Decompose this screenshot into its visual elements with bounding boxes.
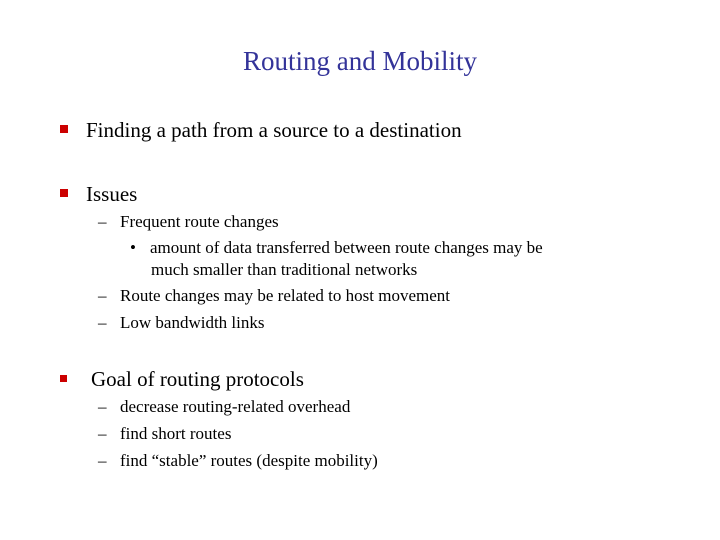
bullet-text: Finding a path from a source to a destination [86,118,462,142]
sub-sub-bullet-amount-of-data [130,238,543,258]
square-bullet-icon [60,189,68,197]
sub-bullet-frequent-route-changes [98,212,279,232]
sub-bullet-text: Route changes may be related to host movement [120,286,450,305]
dash-icon: – [98,451,107,470]
dash-icon: – [98,286,107,305]
slide-title: Routing and Mobility [242,46,477,76]
sub-bullet-host-movement [98,286,450,306]
dash-icon: – [98,397,107,416]
sub-bullet-text: find “stable” routes (despite mobility) [120,451,378,470]
dash-icon: – [98,212,107,231]
dash-icon: – [98,313,107,332]
dash-icon: – [98,424,107,443]
bullet-text: Issues [86,182,138,206]
bullet-issues [60,182,137,207]
sub-bullet-low-bandwidth [98,313,265,333]
bullet-goal-routing-protocols [60,367,304,392]
sub-bullet-stable-routes [98,451,378,471]
square-bullet-icon [60,375,67,382]
sub-bullet-text: Frequent route changes [120,212,279,231]
square-bullet-icon [60,125,68,133]
sub-bullet-short-routes [98,424,231,444]
dot-bullet-icon: • [130,238,136,257]
sub-sub-bullet-continuation: much smaller than traditional networks [151,260,418,279]
bullet-text: Goal of routing protocols [91,367,304,391]
sub-bullet-text: find short routes [120,424,232,443]
sub-bullet-text: Low bandwidth links [120,313,265,332]
sub-bullet-decrease-overhead [98,397,350,417]
sub-bullet-text: decrease routing-related overhead [120,397,351,416]
sub-sub-bullet-text: amount of data transferred between route changes may be [150,238,543,257]
bullet-finding-path [60,118,462,143]
